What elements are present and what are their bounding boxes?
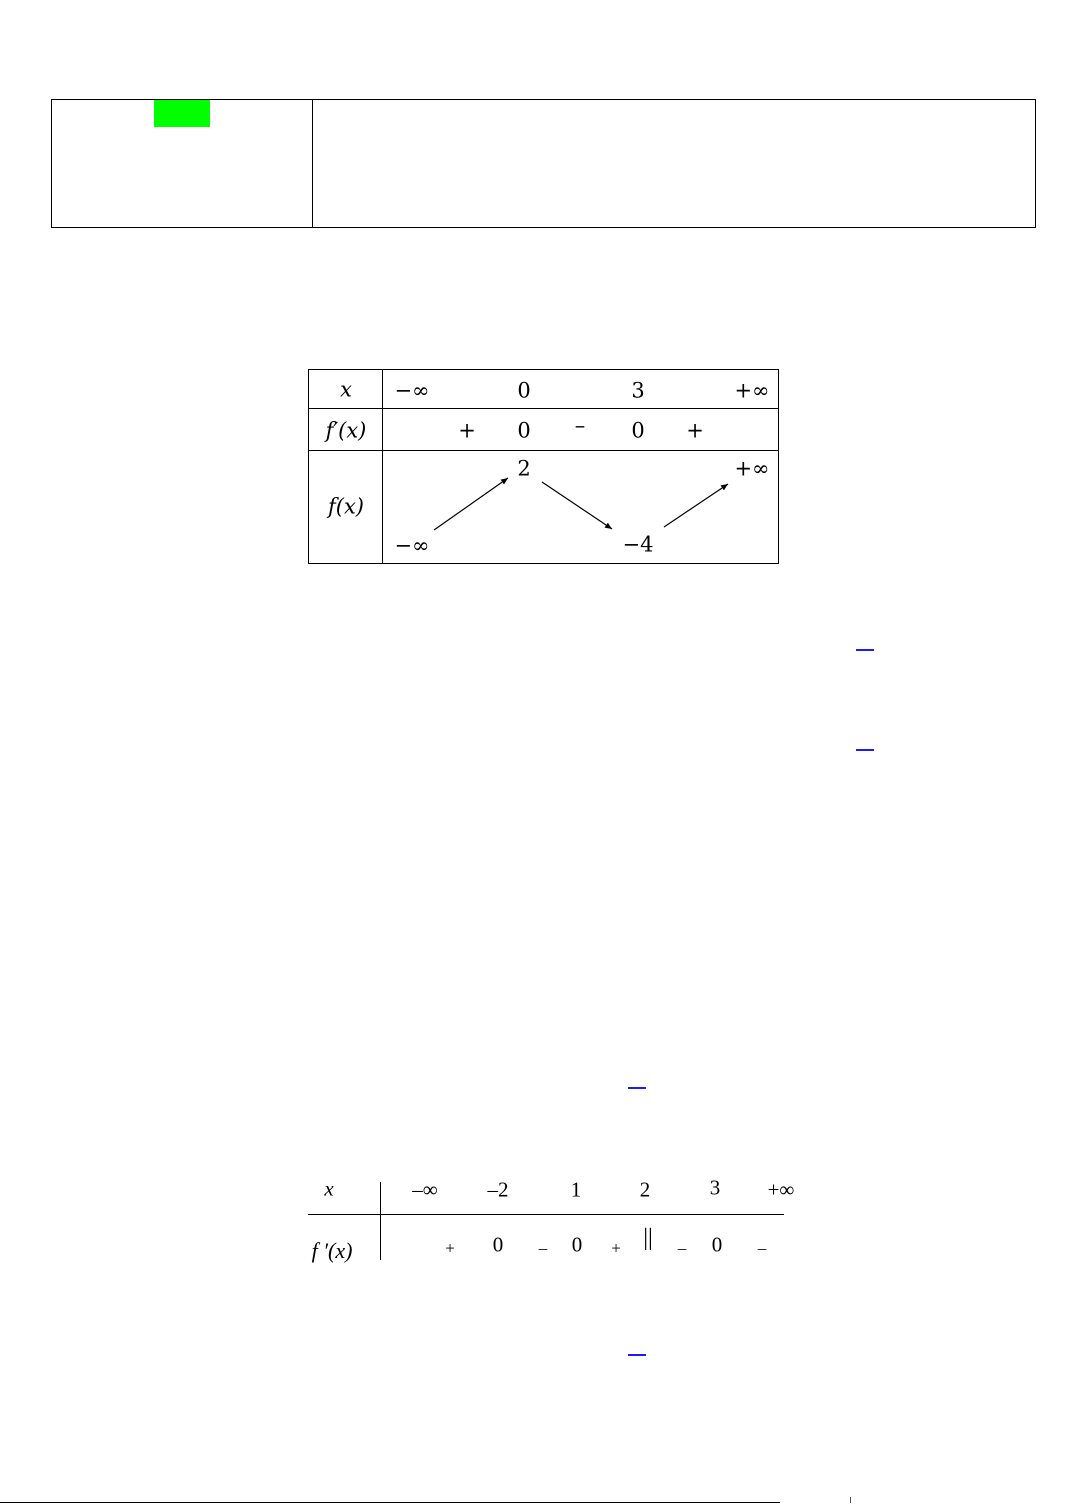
sign-cell: 0 xyxy=(571,1232,583,1257)
highlight-marker xyxy=(154,100,210,127)
sign-cell: || xyxy=(643,1225,653,1251)
row-label-x: x xyxy=(340,377,352,402)
x-value: 1 xyxy=(570,1177,582,1202)
footer-tick xyxy=(850,1497,851,1503)
link-mark[interactable] xyxy=(856,649,874,651)
sign-table xyxy=(300,1170,810,1270)
x-value: 2 xyxy=(639,1177,651,1202)
sign-cell: 0 xyxy=(517,418,531,443)
table-divider-vertical xyxy=(380,1182,381,1260)
link-mark[interactable] xyxy=(628,1354,646,1356)
variation-table xyxy=(308,369,779,564)
sign-cell: + xyxy=(611,1238,621,1258)
sign-cell: – xyxy=(574,413,586,438)
link-mark[interactable] xyxy=(856,749,874,751)
arrow-up xyxy=(434,478,508,530)
variation-arrows xyxy=(309,370,778,563)
sign-cell: + xyxy=(458,418,476,443)
x-value: 3 xyxy=(709,1175,721,1200)
x-value: +∞ xyxy=(767,1177,795,1202)
row-label-fprime: f′(x) xyxy=(325,418,367,443)
sign-cell: – xyxy=(538,1238,548,1258)
arrow-down xyxy=(542,482,612,529)
header-divider xyxy=(312,99,313,228)
x-value: +∞ xyxy=(734,378,770,403)
row-label-x: x xyxy=(324,1176,334,1201)
f-value-start: −∞ xyxy=(394,533,430,558)
footer-line xyxy=(0,1502,780,1503)
table-divider-horizontal xyxy=(308,1214,784,1215)
x-value: −∞ xyxy=(394,378,430,403)
x-value: –∞ xyxy=(412,1177,438,1202)
sign-cell: 0 xyxy=(711,1232,723,1257)
f-value-max: 2 xyxy=(517,456,531,481)
sign-cell: + xyxy=(445,1238,455,1258)
f-value-end: +∞ xyxy=(734,456,770,481)
arrow-up xyxy=(664,484,728,527)
sign-cell: 0 xyxy=(492,1232,504,1257)
sign-cell: + xyxy=(686,418,704,443)
x-value: 3 xyxy=(631,378,645,403)
row-label-fprime: f ′(x) xyxy=(311,1238,353,1263)
sign-cell: 0 xyxy=(631,418,645,443)
row-label-f: f(x) xyxy=(327,494,365,519)
f-value-min: −4 xyxy=(622,532,654,557)
sign-cell: – xyxy=(677,1238,687,1258)
x-value: 0 xyxy=(517,378,531,403)
link-mark[interactable] xyxy=(628,1087,646,1089)
sign-cell: – xyxy=(757,1238,767,1258)
x-value: –2 xyxy=(487,1177,509,1202)
